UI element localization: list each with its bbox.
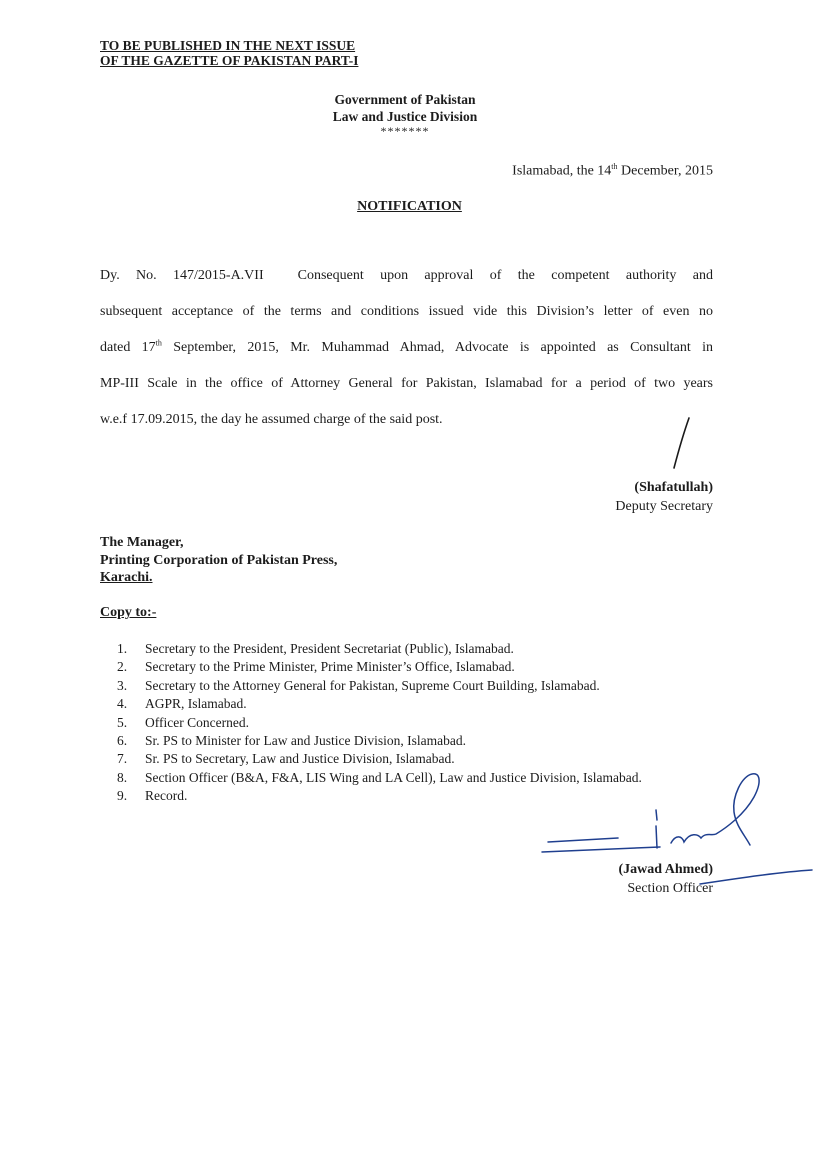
signature-underline [700,870,812,884]
dateline-ordinal: th [611,162,618,171]
signature-dash-2 [542,847,660,852]
list-item-text: Sr. PS to Minister for Law and Justice Division, Islamabad. [145,733,466,749]
list-item-text: Officer Concerned. [145,714,249,730]
list-item-number: 2. [117,659,128,675]
list-item-number: 9. [117,788,128,804]
list-item-text: Secretary to the President, President Secretariat (Public), Islamabad. [145,641,514,656]
body-line-1-text: Consequent upon approval of the competent authority and [297,268,713,283]
body-line-5: w.e.f 17.09.2015, the day he assumed charge of the said post. [100,412,443,427]
list-item-text: Sr. PS to Secretary, Law and Justice Division, Islamabad. [145,751,455,767]
signature-tick [656,810,657,820]
signatory-name: (Shafatullah) [634,480,713,495]
diary-number: Dy. No. 147/2015-A.VII [100,268,264,283]
signatory-designation: Section Officer [627,881,713,896]
addressee-line-3: Karachi. [100,570,153,585]
list-item-number: 7. [117,751,128,767]
list-item-number: 5. [117,714,128,730]
list-item-number: 6. [117,733,128,749]
addressee-line-2: Printing Corporation of Pakistan Press, [100,552,338,568]
body-line-4: MP-III Scale in the office of Attorney General for Pakistan, Islamabad for a period of two years [100,376,713,391]
signature-upright [656,826,657,848]
signatory-name: (Jawad Ahmed) [618,862,713,877]
publication-line-1: TO BE PUBLISHED IN THE NEXT ISSUE [100,38,356,53]
list-item-text: AGPR, Islamabad. [145,696,247,712]
body-line-3-b: September, 2015, Mr. Muhammad Ahmad, Advocate is appointed as Consultant in [161,340,713,355]
list-item-text: Section Officer (B&A, F&A, LIS Wing and LA Cell), Law and Justice Division, Islamabad. [145,769,642,785]
signature-scrawl [671,774,759,845]
section-officer-signature [542,774,812,884]
document-title: NOTIFICATION [357,199,462,214]
body-line-2: subsequent acceptance of the terms and conditions issued vide this Division’s letter of even no [100,304,713,319]
list-item-number: 4. [117,696,128,712]
list-item-number: 1. [117,641,128,656]
deputy-secretary-signature-stroke [674,418,689,468]
header-separator: ******* [380,124,430,138]
division-name: Law and Justice Division [332,109,478,124]
government-name: Government of Pakistan [334,92,476,107]
dateline-prefix: Islamabad, the 14 [512,163,612,179]
body-line-3-a: dated 17 [100,340,156,355]
list-item-number: 3. [117,677,128,693]
list-item-text: Record. [145,788,188,804]
addressee-line-1: The Manager, [100,535,184,550]
dateline-suffix: December, 2015 [617,163,713,179]
body-line-3-ordinal: th [155,338,162,348]
copy-to-heading: Copy to:- [100,605,157,620]
signature-dash-1 [548,838,618,842]
signatory-designation: Deputy Secretary [615,499,713,514]
list-item-text: Secretary to the Attorney General for Pakistan, Supreme Court Building, Islamabad. [145,677,600,693]
publication-line-2: OF THE GAZETTE OF PAKISTAN PART-I [100,53,359,68]
list-item-text: Secretary to the Prime Minister, Prime Minister’s Office, Islamabad. [145,659,515,675]
list-item-number: 8. [117,769,128,785]
